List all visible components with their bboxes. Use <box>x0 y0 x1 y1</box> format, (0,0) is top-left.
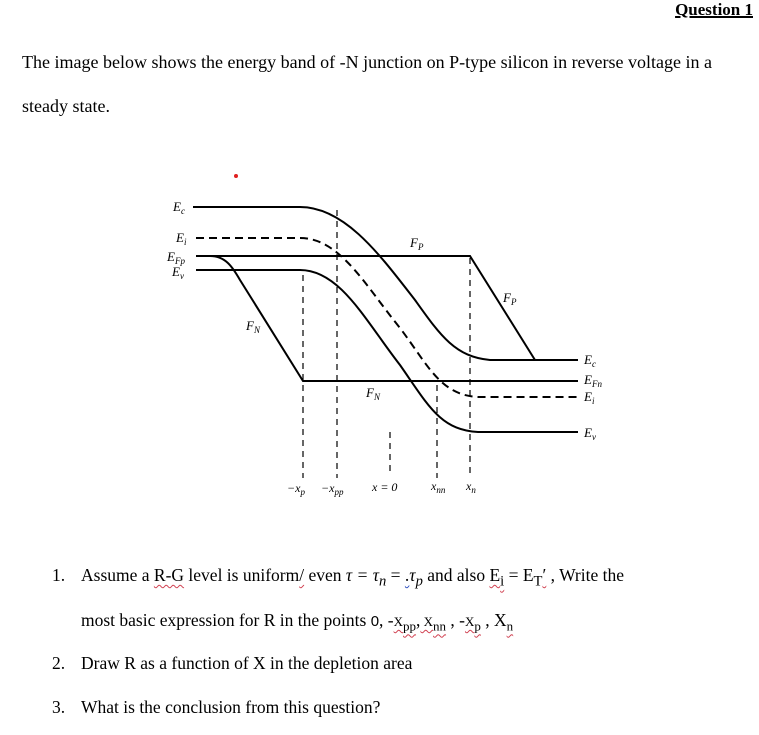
label-left-efp: $E_{Fp}$ <box>167 249 185 266</box>
label-fn-mid: $F_N$ <box>366 385 380 402</box>
label-right-ec: $E_c$ <box>584 352 596 369</box>
label-left-ev: $E_v$ <box>172 264 184 281</box>
label-fp-top: $F_P$ <box>410 235 424 252</box>
intro-paragraph: The image below shows the energy band of -N junction on P-type silicon in reverse voltage in a steady state. <box>22 52 712 116</box>
label-xn: $x_n$ <box>466 479 476 495</box>
label-xpp: $-x_{pp}$ <box>321 481 344 497</box>
label-xnn: $x_{nn}$ <box>431 479 446 495</box>
question-number: 2. <box>52 653 66 673</box>
label-left-ei: $E_i$ <box>176 230 187 247</box>
question-text: Draw R as a function of X in the depletion area <box>81 653 413 673</box>
question-number: 3. <box>52 697 66 717</box>
question-1-line-1: Assume a R-G level is uniform/ even $\tau = \tau_n = .\tau_p$ and also $E_i = E_T'$ , Write the <box>81 565 624 590</box>
label-xp: $-x_p$ <box>287 481 305 497</box>
label-right-ev: $E_v$ <box>584 425 596 442</box>
label-fp-right: $F_P$ <box>503 290 517 307</box>
label-left-ec: $E_c$ <box>173 199 185 216</box>
hole-quasi-fermi-line <box>196 256 578 360</box>
label-right-ei: $E_i$ <box>584 389 595 406</box>
question-number: 1. <box>52 565 66 585</box>
label-x0: x = 0 <box>372 480 398 494</box>
label-fn-left: $F_N$ <box>246 318 260 335</box>
stray-dot <box>234 174 238 178</box>
question-text: What is the conclusion from this question? <box>81 697 381 717</box>
valence-band-line <box>196 270 578 432</box>
question-1-line-2: most basic expression for R in the points 0, $-X_{pp}$, $X_{nn}$ , $-X_p$ , $X_n$ <box>81 610 514 634</box>
question-label: Question 1 <box>675 0 753 19</box>
label-right-efn: $E_{Fn}$ <box>584 372 602 389</box>
